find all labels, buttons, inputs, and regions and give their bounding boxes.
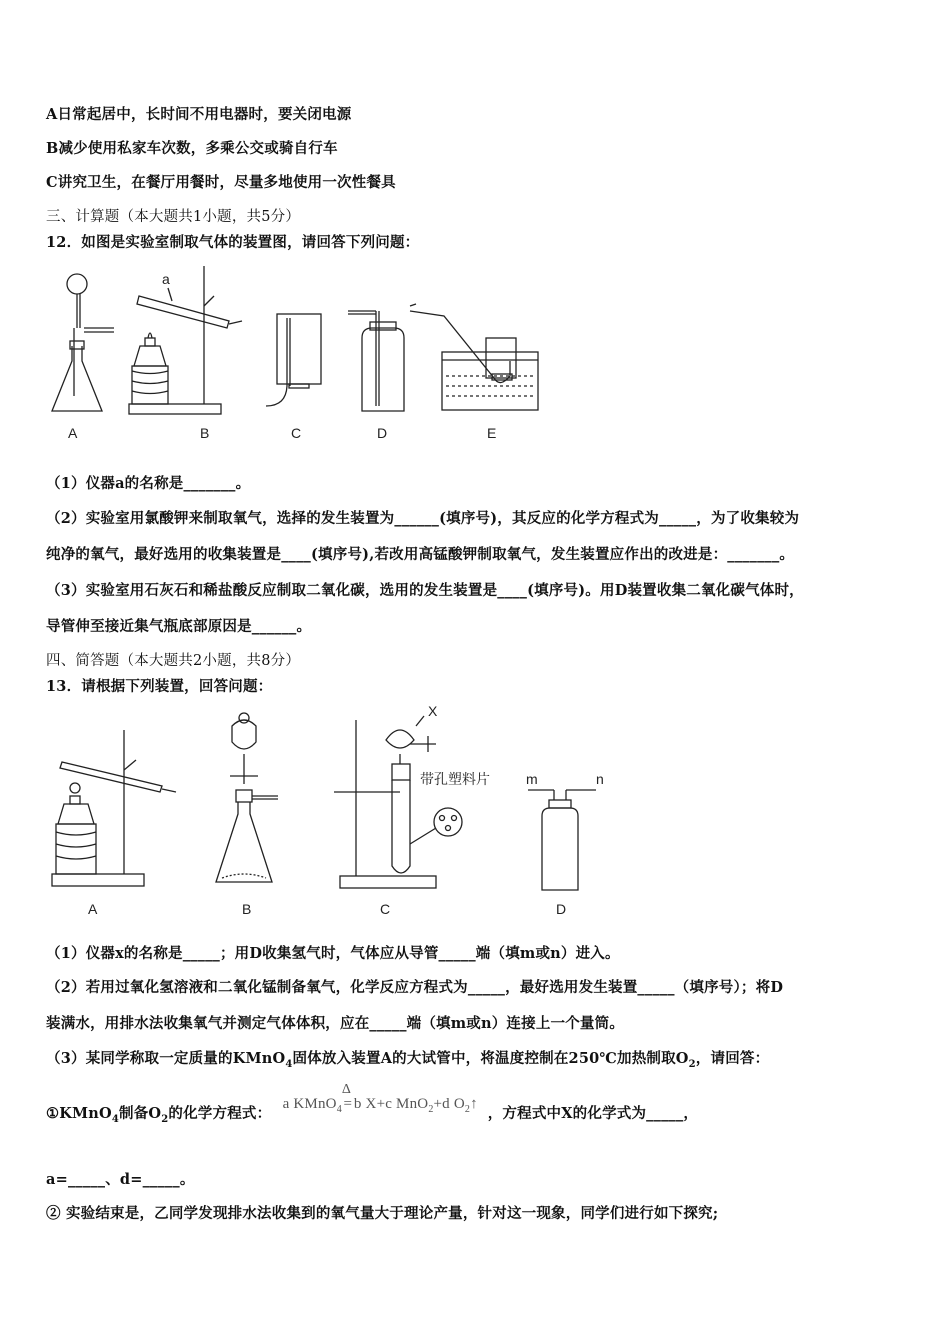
label-c: C bbox=[291, 425, 302, 441]
q12-part2-line1: （2）实验室用氯酸钾来制取氧气，选择的发生装置为______(填序号)，其反应的化学方程式为_____，为了收集较为 bbox=[46, 510, 800, 527]
label-b: B bbox=[200, 425, 210, 441]
apparatus-c bbox=[266, 314, 321, 406]
label-13-a: A bbox=[88, 901, 98, 917]
q13-part2-line2: 装满水，用排水法收集氧气并测定气体体积，应在_____端（填m或n）连接上一个量筒。 bbox=[46, 1015, 625, 1032]
label-13-b: B bbox=[242, 901, 252, 917]
question-13: 13．请根据下列装置，回答问题： bbox=[46, 678, 273, 695]
label-13-c: C bbox=[380, 901, 391, 917]
figure-q12 bbox=[44, 266, 564, 446]
apparatus-13-d bbox=[526, 771, 604, 890]
marker-a: a bbox=[162, 271, 170, 287]
label-13-d: D bbox=[556, 901, 567, 917]
q13-part1: （1）仪器x的名称是_____；用D收集氢气时，气体应从导管_____端（填m或n）进入。 bbox=[46, 945, 620, 962]
apparatus-a bbox=[52, 274, 114, 411]
apparatus-13-a bbox=[52, 730, 176, 886]
marker-x: X bbox=[428, 704, 438, 719]
plastic-sheet-label: 带孔塑料片 bbox=[420, 771, 490, 787]
question-12: 12．如图是实验室制取气体的装置图，请回答下列问题： bbox=[46, 234, 420, 251]
q12-part2-line2: 纯净的氧气，最好选用的收集装置是____(填序号),若改用高锰酸钾制取氧气，发生装置应作出的改进是：_______。 bbox=[46, 546, 795, 563]
label-d: D bbox=[377, 425, 388, 441]
q13-part3-2: ② 实验结束是，乙同学发现排水法收集到的氧气量大于理论产量，针对这一现象，同学们进行如下探究; bbox=[46, 1205, 719, 1222]
q13-a-d-blank: a=_____、d=_____。 bbox=[46, 1171, 195, 1188]
section-three-heading: 三、计算题（本大题共1小题，共5分） bbox=[46, 209, 301, 225]
q12-part1: （1）仪器a的名称是_______。 bbox=[46, 475, 251, 492]
port-m: m bbox=[526, 771, 538, 787]
port-n: n bbox=[596, 771, 604, 787]
label-e: E bbox=[487, 425, 497, 441]
apparatus-d bbox=[348, 311, 404, 411]
q13-equation-line: ①KMnO$_4$制备$O_2$的化学方程式： a KMnO$_4$ Δ = b X+c MnO$_2$+d $O_2↑$ ，方程式中X的化学式为_____， bbox=[46, 1082, 699, 1125]
option-a: A日常起居中，长时间不用电器时，要关闭电源 bbox=[46, 106, 352, 123]
q12-part3-line1: （3）实验室用石灰石和稀盐酸反应制取二氧化碳，选用的发生装置是____(填序号)。用D装置收集二氧化碳气体时， bbox=[46, 582, 804, 599]
q13-part2-line1: （2）若用过氧化氢溶液和二氧化锰制备氧气，化学反应方程式为_____，最好选用发生装置_____（填序号）；将D bbox=[46, 979, 784, 996]
q13-part3: （3）某同学称取一定质量的KMnO$_4$固体放入装置A的大试管中，将温度控制在250℃加热制取$O_2$，请回答： bbox=[46, 1050, 770, 1070]
option-b: B减少使用私家车次数，多乘公交或骑自行车 bbox=[46, 140, 338, 157]
figure-q13 bbox=[44, 704, 644, 924]
apparatus-b bbox=[129, 266, 242, 414]
apparatus-13-c bbox=[334, 704, 490, 888]
label-a: A bbox=[68, 425, 78, 441]
option-c: C讲究卫生，在餐厅用餐时，尽量多地使用一次性餐具 bbox=[46, 174, 396, 191]
section-four-heading: 四、简答题（本大题共2小题，共8分） bbox=[46, 653, 301, 669]
chemical-equation: a KMnO$_4$ Δ = b X+c MnO$_2$+d $O_2↑$ bbox=[282, 1082, 478, 1115]
q12-part3-line2: 导管伸至接近集气瓶底部原因是______。 bbox=[46, 618, 312, 635]
apparatus-13-b bbox=[216, 713, 278, 882]
apparatus-e bbox=[410, 304, 538, 410]
